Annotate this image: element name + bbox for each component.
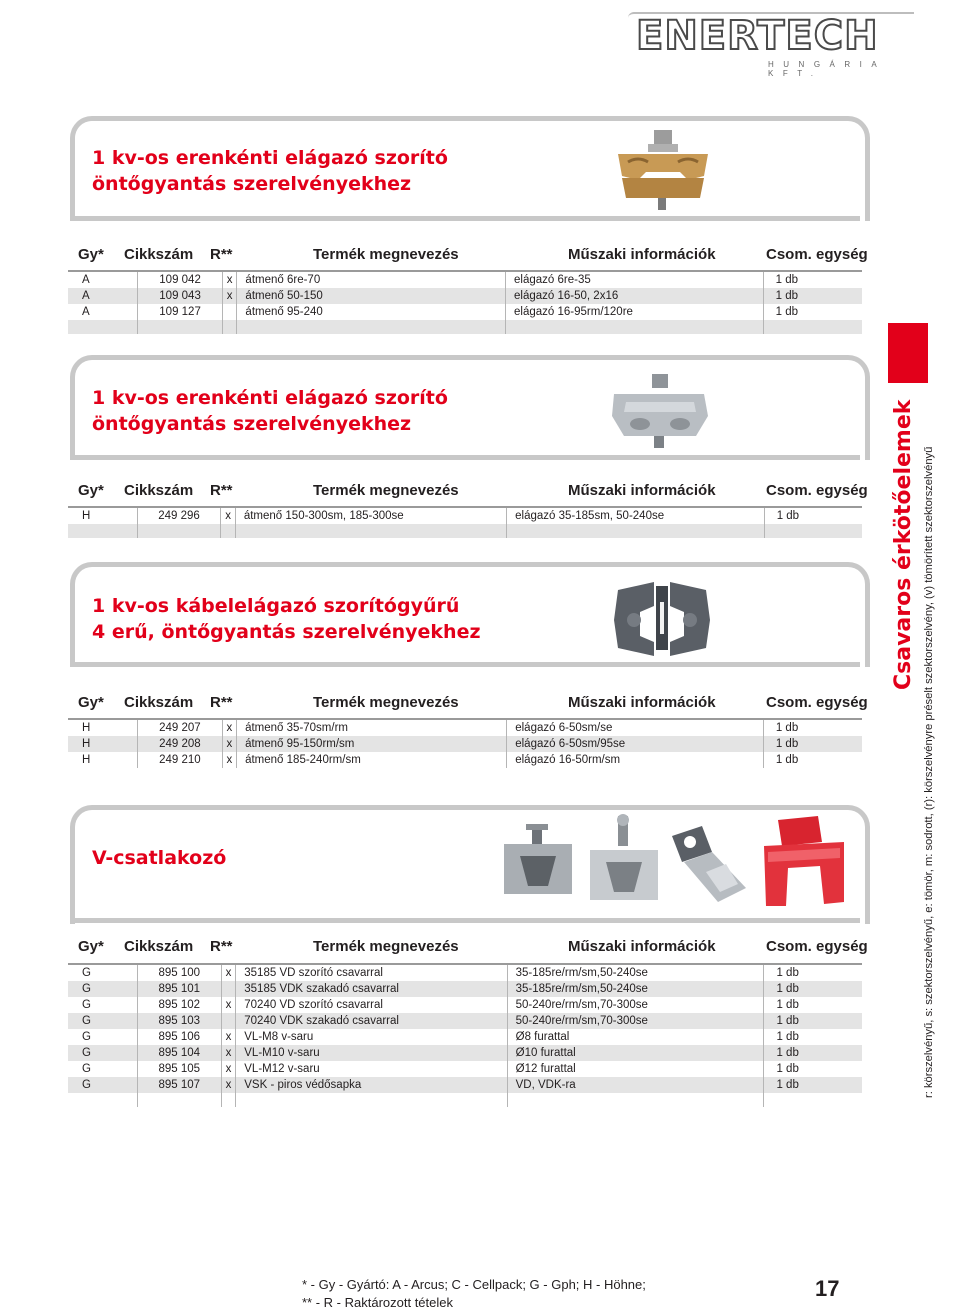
header-csom: Csom. egység [766,694,868,711]
cell-cikkszam: 895 104 [137,1045,221,1061]
header-gy: Gy* [78,246,104,263]
cell-termek: átmenő 50-150 [237,288,506,304]
header-r: R** [210,694,233,711]
cell-muszaki: elágazó 35-185sm, 50-240se [507,507,765,524]
cell-muszaki: elágazó 6re-35 [506,271,764,288]
cell-termek: átmenő 95-150rm/sm [237,736,507,752]
section-4-table-header [70,934,868,960]
section-3-title [92,593,481,645]
table-row [68,271,862,288]
cell-r: x [222,752,237,768]
cell-r [221,1013,235,1029]
cell-muszaki: 35-185re/rm/sm,50-240se [507,981,764,997]
cell-r: x [222,719,237,736]
cell-cikkszam: 895 103 [137,1013,221,1029]
cell-csom: 1 db [763,752,862,768]
cell-termek: átmenő 95-240 [237,304,506,320]
side-tab-marker [888,323,928,383]
table-row [68,736,862,752]
header-muszaki: Műszaki információk [568,938,716,955]
header-csom: Csom. egység [766,246,868,263]
cell-gy: A [68,271,138,288]
section-2-table [68,506,862,538]
cell-cikkszam: 249 207 [138,719,222,736]
cell-gy: H [68,752,138,768]
cell-r: x [221,1061,235,1077]
header-termek: Termék megnevezés [313,694,459,711]
cell-muszaki: elágazó 16-50, 2x16 [506,288,764,304]
table-row [68,1045,862,1061]
footer-legend [302,1276,646,1312]
cell-cikkszam: 109 127 [138,304,223,320]
section-1-title-line2: öntőgyantás szerelvényekhez [92,173,412,195]
page-number: 17 [815,1276,840,1301]
cell-cikkszam: 895 101 [137,981,221,997]
header-r: R** [210,482,233,499]
header-gy: Gy* [78,482,104,499]
header-termek: Termék megnevezés [313,938,459,955]
cell-termek: 70240 VDK szakadó csavarral [236,1013,507,1029]
table-row [68,997,862,1013]
cell-muszaki: elágazó 16-50rm/sm [507,752,764,768]
section-1-underline [70,216,860,221]
table-row [68,1029,862,1045]
cell-cikkszam: 109 042 [138,271,223,288]
cell-r [222,304,237,320]
cell-r: x [222,271,237,288]
cell-r: x [221,507,235,524]
cell-termek: átmenő 35-70sm/rm [237,719,507,736]
product-image-ring-clamp [610,576,714,660]
table-row [68,288,862,304]
section-4-table [68,963,862,1107]
header-gy: Gy* [78,938,104,955]
header-cikkszam: Cikkszám [124,938,194,955]
cell-gy: G [68,997,137,1013]
logo-subtitle: HUNGÁRIA KFT. [768,60,886,78]
cell-termek: átmenő 185-240rm/sm [237,752,507,768]
cell-termek: 35185 VD szorító csavarral [236,964,507,981]
cell-muszaki: 50-240re/rm/sm,70-300se [507,1013,764,1029]
cell-csom: 1 db [764,507,862,524]
cell-gy: G [68,1013,137,1029]
cell-cikkszam: 249 210 [138,752,222,768]
cell-csom: 1 db [764,964,862,981]
product-image-branch-clamp-brass [608,128,718,212]
table-row [68,752,862,768]
cell-r: x [222,736,237,752]
cell-csom: 1 db [764,1077,862,1093]
header-csom: Csom. egység [766,938,868,955]
cell-csom: 1 db [763,288,862,304]
cell-cikkszam: 895 105 [137,1061,221,1077]
cell-gy: A [68,304,138,320]
section-1-title [92,145,448,197]
cell-cikkszam: 895 102 [137,997,221,1013]
cell-muszaki: Ø12 furattal [507,1061,764,1077]
cell-csom: 1 db [763,719,862,736]
logo-wordmark: ENERTECH [636,13,879,59]
table-row-empty [68,1093,862,1107]
cell-cikkszam: 249 296 [137,507,221,524]
cell-termek: 35185 VDK szakadó csavarral [236,981,507,997]
cell-csom: 1 db [764,1029,862,1045]
header-muszaki: Műszaki információk [568,694,716,711]
header-r: R** [210,246,233,263]
cell-csom: 1 db [763,271,862,288]
header-cikkszam: Cikkszám [124,246,194,263]
section-3-title-line2: 4 erű, öntőgyantás szerelvényekhez [92,621,481,643]
table-row-empty [68,524,862,538]
cell-gy: H [68,719,138,736]
enertech-logo [628,8,918,78]
cell-muszaki: 50-240re/rm/sm,70-300se [507,997,764,1013]
cell-csom: 1 db [764,981,862,997]
cell-cikkszam: 109 043 [138,288,223,304]
cell-muszaki: Ø8 furattal [507,1029,764,1045]
cell-gy: H [68,736,138,752]
cell-csom: 1 db [764,1013,862,1029]
cell-muszaki: elágazó 6-50sm/95se [507,736,764,752]
cell-csom: 1 db [763,736,862,752]
side-abbreviation-note: r: körszelvényű, s: szektorszelvényű, e: tömör, m: sodrott, (r): körszelvényre préselt szektorszelvény, (v) tömörített szektorszelvényű [923,446,935,1098]
cell-cikkszam: 895 106 [137,1029,221,1045]
table-row [68,1013,862,1029]
table-row-empty [68,320,862,334]
footer-line-1: * - Gy - Gyártó: A - Arcus; C - Cellpack; G - Gph; H - Höhne; [302,1277,646,1292]
section-1-table [68,270,862,334]
header-cikkszam: Cikkszám [124,694,194,711]
footer-line-2: ** - R - Raktározott tételek [302,1295,453,1310]
cell-csom: 1 db [764,997,862,1013]
section-2-title [92,385,448,437]
section-1-title-line1: 1 kv-os erenkénti elágazó szorító [92,147,448,169]
cell-gy: G [68,1077,137,1093]
product-image-v-connector [498,824,578,904]
section-4-underline [70,918,860,923]
cell-gy: G [68,1029,137,1045]
header-termek: Termék megnevezés [313,246,459,263]
cell-muszaki: elágazó 6-50sm/se [507,719,764,736]
cell-cikkszam: 895 100 [137,964,221,981]
cell-termek: VL-M8 v-saru [236,1029,507,1045]
header-muszaki: Műszaki információk [568,246,716,263]
cell-r: x [221,997,235,1013]
cell-termek: átmenő 6re-70 [237,271,506,288]
product-image-v-connector-shear [582,814,666,906]
section-3-underline [70,662,860,667]
cell-termek: VL-M10 v-saru [236,1045,507,1061]
cell-gy: G [68,1061,137,1077]
cell-r [221,981,235,997]
section-2-table-header [70,478,868,504]
product-image-v-lug [666,822,752,906]
header-cikkszam: Cikkszám [124,482,194,499]
cell-gy: A [68,288,138,304]
table-row [68,507,862,524]
cell-csom: 1 db [764,1045,862,1061]
table-row [68,1077,862,1093]
section-2-title-line1: 1 kv-os erenkénti elágazó szorító [92,387,448,409]
cell-muszaki: elágazó 16-95rm/120re [506,304,764,320]
header-gy: Gy* [78,694,104,711]
cell-gy: G [68,964,137,981]
section-3-title-line1: 1 kv-os kábelelágazó szorítógyűrű [92,595,460,617]
cell-csom: 1 db [763,304,862,320]
cell-r: x [221,1029,235,1045]
cell-gy: G [68,981,137,997]
cell-r: x [221,1077,235,1093]
cell-csom: 1 db [764,1061,862,1077]
header-muszaki: Műszaki információk [568,482,716,499]
table-row [68,1061,862,1077]
cell-termek: 70240 VD szorító csavarral [236,997,507,1013]
section-4-title-line1: V-csatlakozó [92,847,227,869]
section-3-table-header [70,690,868,716]
header-r: R** [210,938,233,955]
side-category-title: Csavaros érkötőelemek [891,399,916,690]
cell-muszaki: 35-185re/rm/sm,50-240se [507,964,764,981]
cell-gy: H [68,507,137,524]
table-row [68,981,862,997]
section-1-table-header [70,242,868,268]
header-csom: Csom. egység [766,482,868,499]
section-2-title-line2: öntőgyantás szerelvényekhez [92,413,412,435]
table-row [68,719,862,736]
cell-r: x [221,1045,235,1061]
cell-r: x [222,288,237,304]
section-3-table [68,718,862,768]
cell-cikkszam: 895 107 [137,1077,221,1093]
cell-termek: VL-M12 v-saru [236,1061,507,1077]
product-image-branch-clamp-silver [604,372,716,456]
header-termek: Termék megnevezés [313,482,459,499]
cell-gy: G [68,1045,137,1061]
section-4-title [92,845,226,871]
cell-muszaki: VD, VDK-ra [507,1077,764,1093]
cell-muszaki: Ø10 furattal [507,1045,764,1061]
section-2-underline [70,455,860,460]
table-row [68,304,862,320]
product-image-red-cap [758,812,850,908]
table-row [68,964,862,981]
cell-termek: VSK - piros védősapka [236,1077,507,1093]
cell-termek: átmenő 150-300sm, 185-300se [235,507,506,524]
cell-cikkszam: 249 208 [138,736,222,752]
cell-r: x [221,964,235,981]
